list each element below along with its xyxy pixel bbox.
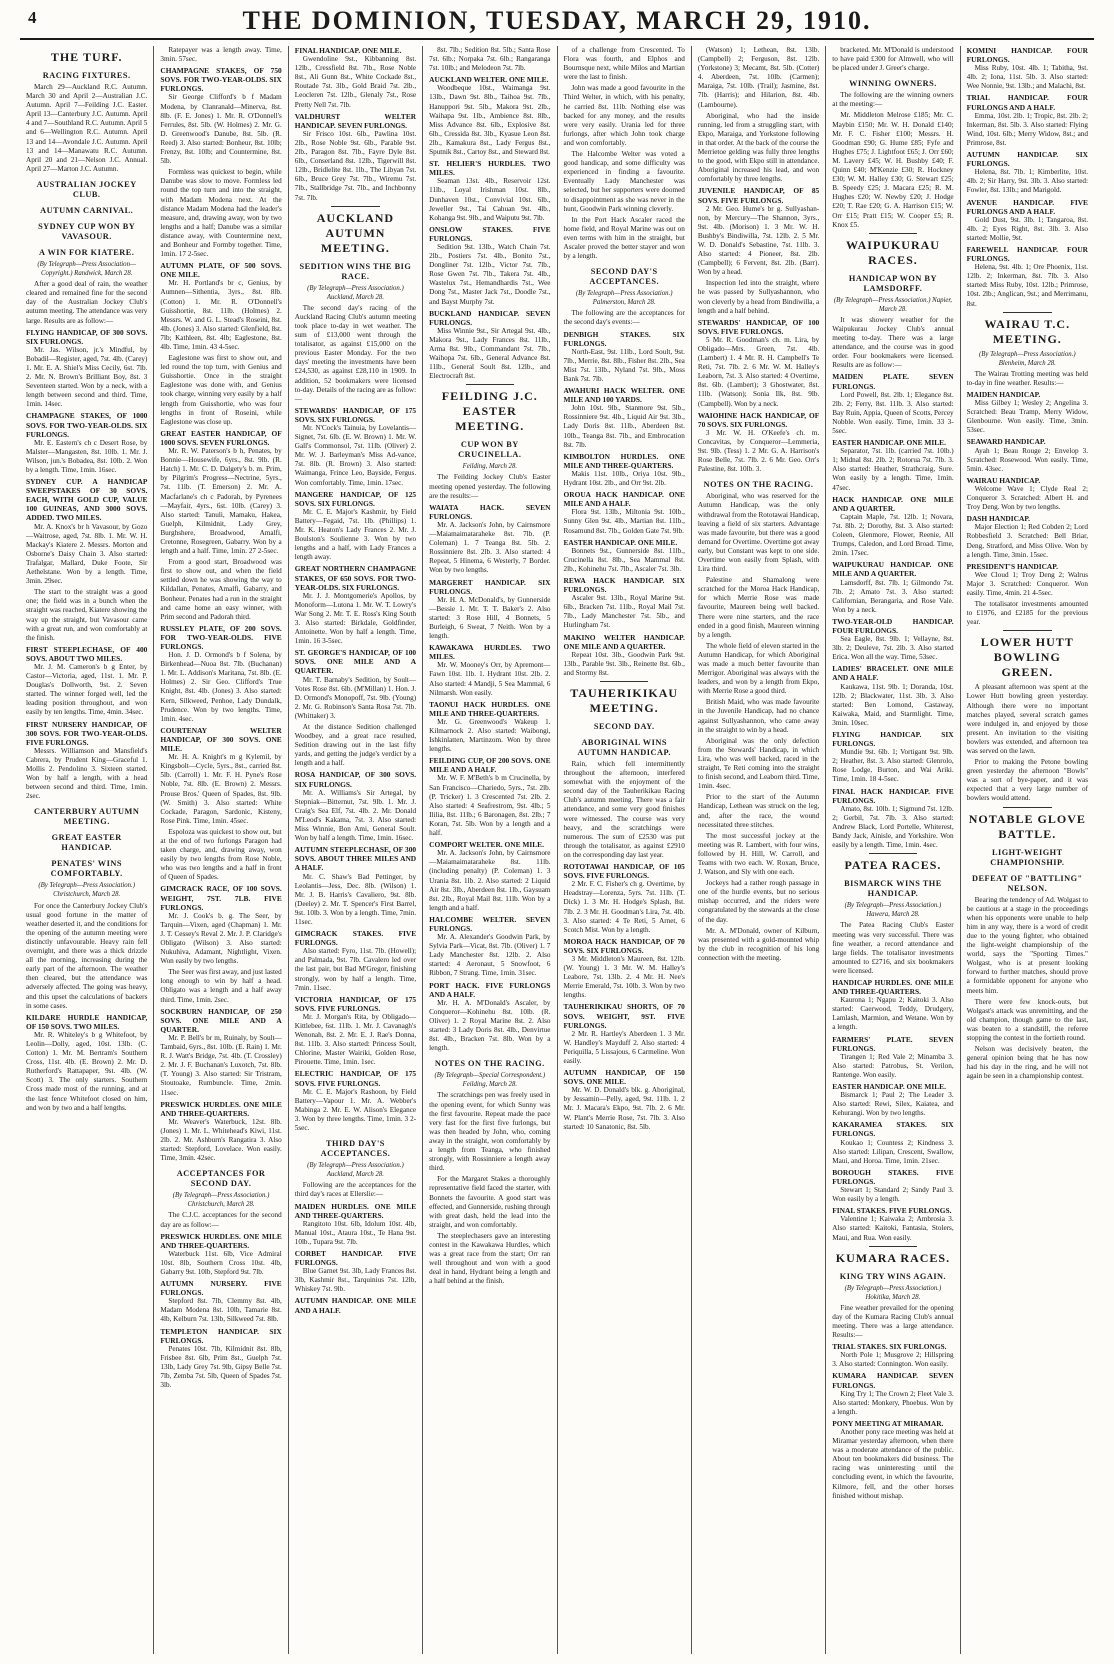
dateline: (By Telegraph—Press Association.) Palmerston, March 28. <box>575 290 673 307</box>
race-title: STEWARDS' HANDICAP, OF 175 SOVS. SIX FURLONGS. <box>294 405 417 424</box>
paragraph: 2 Mr. R. Hartley's Aberdeen 1. 3 Mr. W. Handley's Mayduff 2. Also started: 4 Periquilla, 5 Lissajous, 6 Carmeline. Won easily. <box>563 1029 685 1065</box>
section-heading: WAIRAU T.C. MEETING. <box>984 316 1071 346</box>
race-title: WAIRAU HANDICAP. <box>966 475 1041 485</box>
paper-title: THE DOMINION, TUESDAY, MARCH 29, 1910. <box>242 6 872 35</box>
race-title: LADIES' BRACELET. ONE MILE AND A HALF. <box>832 664 954 683</box>
paragraph: John was made a good favourite in the Third Welter, in which, with his penalty, he carried 8st. 11lb. Nothing else was backed for any money, and the results were very easily. Urania led for three furlongs, after which John took charge and won comfortably. <box>563 84 685 147</box>
race-title: STEWARDS' HANDICAP, OF 100 SOVS. FIVE FURLONGS. <box>697 317 820 336</box>
race-title: GREAT EASTER HANDICAP, OF 1000 SOVS. SEVEN FURLONGS. <box>160 428 282 447</box>
race-title: REWA HACK HANDICAP. SIX FURLONGS. <box>563 575 685 595</box>
column-3 <box>289 46 423 1654</box>
paragraph: Kaukawa, 11st. 9lb. 1; Doranda, 10st. 12lb. 2; Blackwater, 11st. 3lb. 3. Also started: Ben Lomond, Castaway, Kaiwaka, Maid, and Starmlight. Time, 3min. 10sec. <box>832 682 954 727</box>
race-title: MAKINO WELTER HANDICAP. ONE MILE AND A QUARTER. <box>563 632 685 651</box>
paragraph: Stepford 8st. 7lb, Clemmy 8st. 4lb, Madam Modena 8st. 10lb, Tamarie 8st. 4lb, Kelburn 7st. 13lb, Silkweed 7st. 8lb. <box>160 1297 282 1324</box>
paragraph: Mr. P. Bell's br m, Ruinaly, by Soult—Tambaid, 6yrs., 8st. 10lb. (E. Rain) 1. Mr. R. J. Watt's Bridge, 7st. 4lb. (T. Crossley) 2. Mr. J. F. Buchanan's Luxotch, 7st. 8lb. (T. Young) 3. Also started: Sir Tristram, Stoutoake, Rumbuncle. Time, 2min. 11sec. <box>160 1033 282 1097</box>
section-rule <box>1003 630 1052 631</box>
paragraph: Mr. J. M. Cameron's b g Enter, by Castor—Victoria, aged, 11st. 1. Mr. P. Douglas's Dollworth, 9st. 2. Seven started. The winner forged well, led the leading position throughout, and won easily by ten lengths. Time, 4min. 34sec. <box>26 662 148 717</box>
sub-heading: CUP WON BY CRUCINELLA. <box>458 440 522 460</box>
race-title: SEAWARD HANDICAP. <box>966 437 1046 447</box>
paragraph: Mr. C. E. Major's Rashoon, by Field Battery—Vapour 1. Mr. A. Webber's Mabinga 2. Mr. E. W. Alison's Elegance 3. Won by three lengths. Time, 1min. 3 2-5sec. <box>294 1087 417 1133</box>
columns <box>20 46 1094 1654</box>
column-2 <box>154 46 288 1654</box>
race-title: FIRST NURSERY HANDICAP, OF 300 SOVS. FOR TWO-YEAR-OLDS. FIVE FURLONGS. <box>26 719 148 747</box>
paragraph: Messrs. Williamson and Mansfield's Cabrera, by Prudent King—Graceful 1. Mollis 2. Pendolino 3. Sixteen started. Won by half a length, with a head between second and third. Time, 1min. 2sec. <box>26 746 148 801</box>
sub-heading: THIRD DAY'S ACCEPTANCES. <box>320 1139 391 1159</box>
paragraph: Bonnets 9st., Gunnerside 8st. 11lb., Crucinella 8st. 8lb., Sea Mammal 8st. 2lb., Kohinehu 7st. 7lb., Ascaler 7st. 3lb. <box>563 546 685 573</box>
paragraph: Mr. R. W. Paterson's b h, Penates, by Bonnie—Housewife, 6yrs., 8st. 9lb. (R. Hatch) 1. Mr. C. D. Dalgety's b. m. Prim, by Pilgrim's Progress—Nectrine, 5yrs., 7st. 11lb. (T. Emerson) 2. Mr. A. Macfarlane's ch c Padorah, by Pyrenees—Mayfair, 4yrs., 6st. 10lb. (Carey) 3. Also started: Tanuli, Mamaku, Hakea, Guelph, Kilmidnit, Lady Grey, Burghshere, Broadwood, Amalfi, Cretonne, Rosegreen, Gabarry. Won by a length and a half. Time, 1min. 27 2-5sec. <box>160 447 282 556</box>
paragraph: Koukao 1; Countess 2; Kindness 3. Also started: Lilipan, Crescent, Swallow, Maui, and Horoa. Time, 1min. 21sec. <box>832 1138 954 1165</box>
column-6 <box>692 46 826 1654</box>
paragraph: Major Election 1; Red Cobden 2; Lord Robbesfield 3. Scratched: Bell Briar, Deng, Stratford, and Miss Olive. Won by a length. Time, 3min. 15sec. <box>966 523 1088 559</box>
paragraph: Valentine 1; Kaiwaka 2; Ambrosia 3. Also started: Kaitoki, Fantasia, Stolers, Maui, and Rua. Won easily. <box>832 1215 954 1242</box>
paragraph: Mr. W. Mooney's Orr, by Apremont—Fawn 10st. 1lb. 1. Hydrant 10st. 2lb. 2. Also started: 4 Mandji, 5 Sea Mammal, 6 Nilmarsh. Won easily. <box>429 661 551 697</box>
paragraph: It was showery weather for the Waipukurau Jockey Club's annual meeting to-day. There was a large attendance, and the course was in good order. Four bookmakers were licensed. Results are as follow:— <box>832 315 954 370</box>
paragraph: British Maid, who was made favourite in the Juvenile Handicap, had no chance against Sullyashannon, who came away in the straight to win by a head. <box>697 698 820 734</box>
masthead <box>20 6 1094 40</box>
race-title: TEMPLETON HANDICAP. SIX FURLONGS. <box>160 1326 282 1345</box>
race-title: CHAMPAGNE STAKES, OF 1000 SOVS. FOR TWO-YEAR-OLDS. SIX FURLONGS. <box>26 411 148 439</box>
paragraph: North-East, 9st. 11lb., Lord Soult, 9st. 7lb., Merrie, 8st. 8lb., Fisher 8st. 2lb., Sea Mist 7st. 13lb., Nyland 7st. 9lb., Moss Bank 7st. 7lb. <box>563 347 685 383</box>
paragraph: The Wairau Trotting meeting was held to-day in fine weather. Results:— <box>966 369 1088 387</box>
race-title: DENBIGH STAKES. SIX FURLONGS. <box>563 329 685 348</box>
race-title: AUTUMN STEEPLECHASE, OF 300 SOVS. ABOUT THREE MILES AND A HALF. <box>294 845 417 873</box>
sub-heading: HANDICAP WON BY LAMSDORFF. <box>848 273 937 293</box>
section-heading: AUCKLAND AUTUMN MEETING. <box>316 210 395 255</box>
paragraph: Helena, 9st. 4lb. 1; Ore Phoenix, 11st. 12lb. 2; Inkerman, 8st. 7lb. 3. Also started: Miss Ruby, 10st. 12lb.; Primrose, 10st. 2lb.; Anglican, 9st.; and Merrimanu, 8st. <box>966 263 1088 308</box>
race-title: OROUA HACK HANDICAP. ONE MILE AND A HALF. <box>563 490 685 509</box>
paragraph: bracketed. Mr. M'Donald is understood to have paid £300 for Almwell, who will be placed under J. Greer's charge. <box>832 46 954 73</box>
paragraph: Mr. R. Whiteley's b g Whitefoot, by Leolin—Dolly, aged, 10st. 13lb. (C. Cotton) 1. Mr. M. Bertram's Southern Cross, 11st. 4lb. (E. Brown) 2. Mr. D. Rutherford's Rattapaper, 9st. 4lb. (W. Scott) 3. The only starters. Southern Cross made most of the running, and at the last fence Whitefoot closed on him, and won by two and a half lengths. <box>26 1030 148 1112</box>
race-title: ONSLOW STAKES. FIVE FURLONGS. <box>429 224 551 243</box>
sub-heading: SYDNEY CUP WON BY VAVASOUR. <box>38 221 136 241</box>
race-title: MARGERET HANDICAP. SIX FURLONGS. <box>429 577 551 596</box>
paragraph: Aboriginal, who was reserved for the Autumn Handicap, was the only withdrawal from the Rototawai Handicap, leaving a field of six starters. Advantage was made favourite, but there was a good demand for Overtime. Overtime got away early, but Constant was kept to one side. Overtime won easily from Splash, with Lira third. <box>697 492 820 574</box>
dateline: (By Telegraph—Press Association.) Christchurch, March 28. <box>172 1192 270 1209</box>
dateline: (By Telegraph—Press Association.) Auckland, March 28. <box>307 1162 404 1179</box>
race-title: GREAT NORTHERN CHAMPAGNE STAKES, OF 650 SOVS. FOR TWO-YEAR-OLDS. SIX FURLONGS. <box>294 564 417 592</box>
race-title: DASH HANDICAP. <box>966 514 1031 524</box>
section-rule <box>600 681 649 682</box>
paragraph: Palestine and Shamalong were scratched for the Moroa Hack Handicap, for which Merrie Rose was made favourite, Maureen being well backed. There were nine starters, and the race ended in a good finish, Maureen winning by a length. <box>697 576 820 639</box>
race-title: CHAMPAGNE STAKES, OF 750 SOVS. FOR TWO-YEAR-OLDS. SIX FURLONGS. <box>160 66 282 94</box>
section-heading: NOTABLE GLOVE BATTLE. <box>968 811 1086 841</box>
paragraph: John 10st. 9lb., Stanmore 9st. 5lb., Rossinniere 9st. 4lb., Liquid Air 9st. 3lb., Lady Doris 8st. 11lb., Aberdeen 8st. 10lb., Teanga 8st. 7lb., and Embrocation 8st. 7lb. <box>563 404 685 449</box>
paragraph: Jockeys had a rather rough passage in one of the hurdle events, but no serious mishap occurred, and the riders were congratulated by the stewards at the close of the day. <box>697 879 820 924</box>
paragraph: Makis 11st. 10lb., Oriya 10st. 9lb., Hydrant 10st. 2lb., and Orr 9st. 2lb. <box>563 469 685 488</box>
race-title: PRESWICK HURDLES. ONE MILE AND THREE-QUARTERS. <box>160 1099 282 1118</box>
paragraph: The Feilding Jockey Club's Easter meeting opened yesterday. The following are the results:— <box>429 473 551 500</box>
paragraph: The most successful jockey at the meeting was R. Lambert, with four wins, followed by H. Hill, W. Carroll, and Teams with two each. W. Roxan, Bruce, J. Watson, and Sly with one each. <box>697 831 820 877</box>
paragraph: The following are the acceptances for the second day's events:— <box>563 309 685 327</box>
paragraph: (Watson) 1; Lethean, 8st. 13lb. (Campbell) 2; Ferguson, 8st. 12lb. (Yorkstone) 3; Mecamt, 8st. 5lb. (Cotter) 4. Aberdeen, 7st. 10lb. (Carmen); Maraiga, 7st. 10lb. (Trail); Jasmine, 8st. 7lb. (Harris); and Hilarion, 8st. 4lb. (Lambourne). <box>697 46 820 109</box>
race-title: MAIDEN PLATE. SEVEN FURLONGS. <box>832 372 954 391</box>
paragraph: Waterbuck 11st. 6lb, Vice Admiral 10st. 8lb, Southern Cross 10st. 4lb, Gabarry 9st. 10lb, Stepford 9st. 7lb. <box>160 1249 282 1276</box>
race-title: COURTENAY WELTER HANDICAP, OF 300 SOVS. ONE MILE. <box>160 725 282 754</box>
race-title: ELECTRIC HANDICAP, OF 175 SOVS. FIVE FURLONGS. <box>294 1069 417 1088</box>
sub-heading: WINNING OWNERS. <box>849 79 937 89</box>
paragraph: Mr. N'Cock's Tainuia, by Lovelantis—Signet, 7st. 6lb. (E. W. Brown) 1. Mr. W. Gall's Commonsol, 7st. 11lb. (Oliver) 2. Mr. W. J. Barleyman's Miss Ad-vance, 7st. 8lb. (R. Brown) 3. Also started: Waimanga, Frince Leo, Bayside, Fergus. Won comfortably. Time, 1min. 17sec. <box>294 424 417 487</box>
section-heading: PATEA RACES. <box>844 858 942 873</box>
section-rule <box>869 233 918 234</box>
race-title: FINAL HANDICAP. ONE MILE. <box>294 46 402 55</box>
race-title: PONY MEETING AT MIRAMAR. <box>832 1418 944 1428</box>
race-title: HANDICAP HURDLES. ONE MILE AND THREE-QUARTERS. <box>832 977 954 997</box>
paragraph: Mr. C. Shaw's Bad Pettinger, by Leolantis—Jess, Dec. 8lb. (Wilson) 1. Mr. J. B. Harris's Cavaliero, 9st. 8lb. (Deeley) 2. Mr. T. Spencer's First Barrel, 9st. 10lb. 3. Won by a length. Time, 7min. 11sec. <box>294 872 417 926</box>
paragraph: Seaman 13st. 4lb., Reservoir 12st. 11lb., Loyal Irishman 10st. 8lb., Dunhaven 10st., Convivial 10st. 6lb., Jeweller 9st., Tai Cahuan 9st. 4lb., Kohanga 9st. 9lb., and Waiputu 9st. 7lb. <box>429 177 551 222</box>
race-title: RUSSLEY PLATE, OF 200 SOVS. FOR TWO-YEAR-OLDS. FIVE FURLONGS. <box>160 623 282 651</box>
section-rule <box>466 384 515 385</box>
paragraph: Flora 9st. 13lb., Miltonia 9st. 10lb., Sunny Glen 9st. 4lb., Martian 8st. 11lb., Rosamund 8st. 7lb., Golden Gate 7st. 9lb. <box>563 508 685 535</box>
sub-heading: A WIN FOR KIATERE. <box>39 247 135 257</box>
race-title: SYDNEY CUP. A HANDICAP SWEEPSTAKES OF 30 SOVS. EACH, WITH GOLD CUP, VALUE 100 GUINEAS, AND 3000 SOVS. ADDED. TWO MILES. <box>26 477 148 523</box>
sub-heading: ABORIGINAL WINS AUTUMN HANDICAP. <box>577 738 671 757</box>
race-title: WAIOHINE HACK HANDICAP, OF 70 SOVS. SIX FURLONGS. <box>697 410 820 429</box>
section-heading: LOWER HUTT BOWLING GREEN. <box>980 635 1074 680</box>
paragraph: The totalisator investments amounted to £1976, and £2185 for the previous year. <box>966 600 1088 627</box>
race-title: VALDHURST WELTER HANDICAP. SEVEN FURLONGS. <box>294 111 417 130</box>
race-title: VICTORIA HANDICAP, OF 175 SOVS. FIVE FURLONGS. <box>294 994 417 1013</box>
paragraph: Another pony race meeting was held at Miramar yesterday afternoon, when there was a moderate attendance of the public. About ten bookmakers did business. The racing was uninteresting until the concluding event, in which the favourite, Kilmore, fell, and the other horses finished without mishap. <box>832 1428 954 1500</box>
section-rule <box>869 1246 918 1247</box>
paragraph: Also started: Fyro, 11st. 7lb. (Howell); and Palmada, 9st. 7lb. Cavalero led over the last pair, but Bad M'Gregor, finishing strongly, won by half a length. Time, 7min. 11sec. <box>294 947 417 992</box>
paragraph: March 29—Auckland R.C. Autumn. March 30 and April 2—Australian J.C. Autumn. April 7—Feilding J.C. Easter. April 13—Canterbury J.C. Autumn. April 4 and 7—Southland R.C. Autumn. April 5 and 6—Wellington R.C. Autumn. April 13 and 14—Avondale J.C. Autumn. April 13 and 14—Manawatu R.C. Autumn. April 20 and 21—Nelson J.C. Annual. April 27—Marton J.C. Autumn. <box>26 83 148 173</box>
race-title: FINAL HACK HANDICAP. FIVE FURLONGS. <box>832 786 954 805</box>
race-title: ROSA HANDICAP, OF 300 SOVS. SIX FURLONGS. <box>294 770 417 789</box>
race-title: MANGERE HANDICAP, OF 125 SOVS. SIX FURLONGS. <box>294 489 417 508</box>
paragraph: Mr. J. Cook's b. g. The Seer, by Tarquin—Vixen, aged (Chapman) 1. Mr. J. T. Cessey's Reval 2. Mr. J. P. Claridge's Obligato (Wilson) 3. Also started: Nukuhiva, Adamant, Nightlight, Vixen. Won easily by two lengths. <box>160 911 282 966</box>
sub-heading: RACING FIXTURES. <box>42 71 131 80</box>
paragraph: Ratepayer was a length away. Time, 3min. 57sec. <box>160 46 282 64</box>
column-1 <box>20 46 154 1654</box>
paragraph: Sedition 9st. 13lb., Watch Chain 7st. 2lb., Postiers 7st. 4lb., Bonito 7st., Dongliner 7st. 12lb., Victor 7st. 7lb., Rose Gwen 7st. 7lb., Takera 7st. 4lb., Wastelux 7st., Hemandhardis 7st., Wee Dong 7st., Master Jack 7st., Doodle 7st., and Bayst Murphy 7st. <box>429 242 551 306</box>
race-title: HALCOMBE WELTER. SEVEN FURLONGS. <box>429 914 551 933</box>
sub-heading: PENATES' WINS COMFORTABLY. <box>50 859 123 879</box>
paragraph: Mr. G. Greenwood's Wakeup 1. Kilmarnock 2. Also started: Waibongi, Ishkinlatten, Martinzom. Won by three lengths. <box>429 717 551 754</box>
column-8 <box>961 46 1094 1654</box>
paragraph: 5 Mr. R. Goodman's ch. m. Lira, by Obligado—Mrs. Green, 7st. 4lb. (Lambert) 1. 4 Mr. R. H. Campbell's Te Reti, 7st. 7lb. 2. 6 Mr. W. M. Halley's Leaborn, 7st. 3. Also started: 4 Overtime, 8st. 6lb. (Lambert); 3 Ghostwater, 8st. 11lb. (Watson); Sonia Ilk, 8st. 9lb. (Campbell). Won by a neck. <box>697 335 820 408</box>
paragraph: Bismarck 1; Paul 2; The Leader 3. Also started: Rewi, Silex, Kaiatea, and Kehurangi. Won by two lengths. <box>832 1091 954 1118</box>
paragraph: Rain, which fell intermittently throughout the afternoon, interfered somewhat with the enjoyment of the second day of the Tauherikikau Racing Club's autumn meeting. There was a fair attendance, and some very good finishes were witnessed. The course was very heavy, and the scratchings were numerous. The sum of £2530 was put through the totalisator, as against £2910 on the corresponding day last year. <box>563 760 685 859</box>
paragraph: Mr. A. Jackson's John, by Cairnsmore—Maiamaimataraheke 8st. 11lb. (including penalty) (P. Coleman) 1. 3 Urania 8st. 1lb. 2. Also started: 2 Liquid Air 8st. 3lb., Aberdeen 8st. 1lb., Gaysuam 8st. 2lb., Royal Mail 8st. 11lb. Won by a length and a half. <box>429 849 551 912</box>
race-title: JUVENILE HANDICAP, OF 85 SOVS. FIVE FURLONGS. <box>697 186 820 205</box>
paragraph: The Patea Racing Club's Easter meeting was very successful. There was fine weather, a record attendance and large fields. The totalisator investments amounted to £2716, and six bookmakers were licensed. <box>832 921 954 975</box>
sub-heading: CANTERBURY AUTUMN MEETING. <box>33 807 140 827</box>
paragraph: Tirangen 1; Red Vale 2; Minamba 3. Also started: Patrobus, St. Verilon, Rantenge. Won easily. <box>832 1052 954 1079</box>
paragraph: Ascaler 9st. 13lb., Royal Marine 9st. 6lb., Bracken 7st. 11lb., Royal Mail 7st. 7lb., Lady Manchester 7st. 5lb., and Hurlingham 7st. <box>563 594 685 630</box>
section-rule <box>1003 312 1052 313</box>
paragraph: Rangitoto 10st. 6lb, Idolum 10st. 4lb, Manual 10st., Ataura 10st., Te Hana 9st. 10lb., Tupara 9st. 7lb. <box>294 1219 417 1246</box>
race-title: MAIDEN HURDLES. ONE MILE AND THREE-QUARTERS. <box>294 1201 417 1220</box>
paragraph: Mr. T. Barnaby's Sedition, by Soult—Votes Rose 8st. 6lb. (M'Millan) 1. Hon. J. D. Ormond's Monopoff, 7st. 9lb. (Young) 2. Mr. G. Robinson's Santa Rosa 7st. 7lb. (Whittaker) 3. <box>294 675 417 720</box>
paragraph: Nelson was decisively beaten, the general opinion being that he has now had his day in the ring, and he will not again be seen in a championship contest. <box>966 1045 1088 1081</box>
dateline: Feilding, March 28. <box>462 463 518 471</box>
paragraph: For once the Canterbury Jockey Club's usual good fortune in the matter of weather deserted it, and the conditions for the opening of the autumn meeting were distinctly unfavourable. Heavy rain fell overnight, and there was a thick drizzle all the morning, increasing during the early part of the afternoon. The weather then cleared, but the attendance was adversely affected. The going was heavy, and this upset the calculations of backers in some cases. <box>26 901 148 1010</box>
paragraph: Gwendoline 9st., Kibbanning 8st. 12lb., Cressfield 8st. 7lb., Rose Noble 8st., Ali Gunn 8st., White Cockade 8st., Routade 7st. 3lb., Gold Braid 7st. 2lb., Leocleren 7st. 12lb., Glenaly 7st., Rose Pretty Nell 7st. 7lb. <box>294 55 417 109</box>
race-title: PRESIDENT'S HANDICAP. <box>966 561 1058 571</box>
race-title: AUTUMN PLATE, OF 500 SOVS. ONE MILE. <box>160 261 282 280</box>
section-heading: FEILDING J.C. EASTER MEETING. <box>441 389 538 434</box>
paragraph: Formless was quickest to begin, while Danube was slow to move. Formless led round the top turn and into the straight, with Madam Modena next. At the distance Madam Modena had the leader's measure, and, drawing away, won by two lengths and a half; Danube was a similar distance away, with Countermine next, and Bonheur and Formby together. Time, 1min. 17 2-5sec. <box>160 168 282 259</box>
race-title: TAONUI HACK HURDLES. ONE MILE AND THREE-QUARTERS. <box>429 699 551 718</box>
paragraph: Penates 10st. 7lb, Kilmidnit 8st. 8lb, Frisbee 8st. 6lb, Prim 8st., Guelph 7st. 13lb, Lady Grey 7st. 9lb, Gipsy Belle 7st. 7lb, Zemba 7st. 5lb, Queen of Spades 7st. 3lb. <box>160 1344 282 1390</box>
paragraph: Miss Ruby, 10st. 4lb. 1; Tabitha, 9st. 4lb. 2; Iona, 11st. 5lb. 3. Also started: Wee Nonnie, 9st. 13lb.; and Malachi, 8st. <box>966 64 1088 91</box>
sub-heading: ACCEPTANCES FOR SECOND DAY. <box>176 1169 266 1189</box>
race-title: FLYING HANDICAP. SIX FURLONGS. <box>832 730 954 749</box>
race-title: TRIAL STAKES. SIX FURLONGS. <box>832 1342 947 1352</box>
race-title: BUCKLAND HANDICAP. SEVEN FURLONGS. <box>429 308 551 327</box>
paragraph: Mundie 9st. 6lb. 1; Vortigant 9st. 9lb. 2; Heather, 8st. 3. Also started: Glenrolo, Rose Lodge, Burton, and Wai Ariki. Time, 1min. 18 4-5sec. <box>832 748 954 784</box>
paragraph: Wee Cloud 1; Troy Deng 2; Walrus Major 3. Scratched: Conqueror. Won easily. Time, 4min. 21 4-5sec. <box>966 570 1088 597</box>
dateline: (By Telegraph—Press Association.) Blenheim, March 28. <box>979 350 1076 367</box>
paragraph: 3 Mr. W. H. O'Keefe's ch. m. Concavitas, by Conqueror—Lemmeria, 9st. 9lb. (Tess) 1. 2 Mr. G. A. Harrison's Rose Belle, 7st. 7lb. 2. 6 Mr. Geo. Orr's Palestine, 8st. 10lb. 3. <box>697 428 820 474</box>
dateline: (By Telegraph—Press Association.) Hawera, March 28. <box>844 902 942 919</box>
paragraph: The steeplechasers gave an interesting contest in the Kawakawa Hurdles, which was a great race from the start; Orr ran well throughout and won with a good deal in hand, Hydrant being a length and a half behind at the finish. <box>429 1231 551 1286</box>
race-title: KAKARAMEA STAKES. SIX FURLONGS. <box>832 1120 954 1139</box>
paragraph: There were few knock-outs, but Wolgast's attack was unremitting, and the old champion, though game to the last, was beaten to a standstill, the referee stopping the contest in the fortieth round. <box>966 997 1088 1042</box>
paragraph: Miss Winnie 9st., Sir Artegal 9st. 4lb., Makora 9st., Lady Frances 8st. 11lb., Arma 8st. 9lb., Commandant 7st. 7lb., Waihopa 7st. 6lb., General Advance 8st. 11lb., General Soult 8st. 12lb., and Electrocraft 8st. <box>429 326 551 381</box>
paragraph: Prior to making the Petone bowling green yesterday the afternoon "Bowls" was a sort of bye-paper, and it was expected that a very large number of bowlers would attend. <box>966 758 1088 803</box>
page-number: 4 <box>28 8 37 27</box>
paragraph: Woodbeque 10st., Waimanga 9st. 13lb., Dawn 9st. 8lb., Taihoa 9st. 7lb., Hanuppori 9st. 5lb., Makora 9st. 2lb., Waihapa 9st. 1lb., Ambience 8st. 8lb., Miss Advance 8st. 6lb., Explosive 8st. 6lb., Cressida 8st. 3lb., Kyasue Leon 8st. 2lb., Kamakura 8st., Lady Fergus 8st., Sputnik 8st., Cartoy 8st., and Steward 8st. <box>429 84 551 157</box>
race-title: ST. GEORGE'S HANDICAP, OF 100 SOVS. ONE MILE AND A QUARTER. <box>294 648 417 676</box>
race-title: CORBET HANDICAP. FIVE FURLONGS. <box>294 1248 417 1268</box>
dateline: (By Telegraph—Special Correspondent.) Feilding, March 28. <box>434 1072 546 1089</box>
paragraph: After a good deal of rain, the weather cleared and remained fine for the second day of the Australian Jockey Club's autumn meeting. The attendance was very large. Results are as follow:— <box>26 280 148 325</box>
paragraph: Mr. A. Alexander's Goodwin Park, by Sylvia Park—Vicat, 8st. 7lb. (Oliver) 1. 7 Lady Manchester 8st. 12lb. 2. Also started: 4 Aeronaut, 5 Snowfoot, 6 Ribbon, 7 Strang. Time, 1min. 31sec. <box>429 933 551 978</box>
race-title: AUCKLAND WELTER. ONE MILE. <box>429 75 549 85</box>
paragraph: The start to the straight was a good one; the field was in a bunch when the straight was reached, Kiatere showing the way up the straight, but Vavasour came with a great run, and won comfortably at the finish. <box>26 588 148 642</box>
dateline: (By Telegraph—Press Association.) Auckland, March 28. <box>307 284 404 301</box>
paragraph: At the distance Sedition challenged Woodbey, and a great race resulted, Sedition drawing out in the last fifty yards, and getting the judge's verdict by a length and a half. <box>294 723 417 768</box>
race-title: FINAL STAKES. FIVE FURLONGS. <box>832 1206 952 1216</box>
paragraph: Lamsdorff, 8st. 7lb. 1; Gilmondo 7st. 7lb. 2; Amato 7st. 3. Also started: Californian, Berangaria, and Rose Vale. Won by a neck. <box>832 578 954 614</box>
paragraph: Miss Gilbey 1; Wesley 2; Angelina 3. Scratched: Beau Tramp, Merry Widow, Glenbourne. Won easily. Time, 3min. 53sec. <box>966 399 1088 435</box>
race-title: MAIDEN HANDICAP. <box>966 390 1041 399</box>
paragraph: Mr. J. Morgan's Rita, by Obligado—Kittlebee, 6st. 11lb. 1. Mr. J. Cavanagh's Wenonah, 8st. 2. Mr. E. J. Rae's Donna, 8st. 11lb. 3. Also started: Princess Soult, Chlorine, Master Wairiki, Golden Rose, Pirouette. Time, 1min. 1sec. <box>294 1012 417 1067</box>
race-title: KOMINI HANDICAP. FOUR FURLONGS. <box>966 46 1088 65</box>
race-title: EASTER HANDICAP. ONE MILE. <box>832 1082 946 1091</box>
race-title: BOROUGH STAKES. FIVE FURLONGS. <box>832 1167 954 1186</box>
paragraph: Blue Garnet 9st. 3lb, Lady Frances 8st. 3lb, Kashmir 8st., Tarquinius 7st. 12lb, Whiskey 7st. 9lb. <box>294 1267 417 1294</box>
race-title: COMPORT WELTER. ONE MILE. <box>429 840 544 850</box>
paragraph: Mr. H. A. McDonald's, by Gunnerside—Bessie 1. Mr. T. T. Baker's 2. Also started: 3 Rose Hill, 4 Bonnets, 5 Burleigh, 6 Sweat, 7 Neith. Won by a length. <box>429 595 551 641</box>
paragraph: Mr. E. Eastern's ch c Desert Rose, by Malster—Mangasten, 8st. 10lb. 1. Mr. J. Wilson, jun.'s Bobadea, 8st. 10lb. 2. Won by a length. Time, 1min. 16sec. <box>26 438 148 474</box>
paragraph: Gold Dust, 9st. 3lb. 1; Tangaroa, 8st. 4lb. 2; Eyes Right, 8st. 3lb. 3. Also started: Mollie, 9st. <box>966 215 1088 242</box>
section-heading: KUMARA RACES. <box>835 1250 951 1265</box>
column-4 <box>423 46 557 1654</box>
paragraph: Mr. Middleton Melrose £185; Mr. C. Maybin £150; Mr. W. H. Donald £140; Mr. F. C. Fisher £100; Messrs. H. Goodman £90; G. Hume £85; Fyfe and Hughes £75; J. Lightfoot £65; J. Orr £60; M. Lavery £45; W. H. Bushby £40; F. Quinn £40; M'Kenzie £30; R. Hockney £30; W. M. Halley £30; G. Stewart £25; B. Speedy £25; J. Macara £25; R. M. Hughes £20; W. Newby £20; J. Hodge £20; T. Rae £20; G. A. Harrison £15; W. Orr £15; Pratt £15; W. Cooper £5; R. Knox £5. <box>832 111 954 229</box>
sub-heading: AUTUMN CARNIVAL. <box>40 205 134 215</box>
dateline: (By Telegraph—Press Association.) Hokitika, March 28. <box>844 1284 942 1301</box>
paragraph: The scratchings pen was freely used in the opening event, for which Sunny was the first favourite. Repeat made the pace very fast for the first five furlongs, but was then headed by John, who, coming away in the straight, won comfortably by a length from Teanga, who finished strongly, with Rossinniere a length away third. <box>429 1091 551 1173</box>
race-title: FARMERS' PLATE. SEVEN FURLONGS. <box>832 1034 954 1053</box>
paragraph: Aboriginal was the only defection from the Stewards' Handicap, in which Lira, who was well backed, raced in the straight, Te Reti coming into the straight to finish second, and Leaborn third. Time, 1min. 4sec. <box>697 736 820 791</box>
race-title: FLYING HANDICAP, OF 300 SOVS. SIX FURLONGS. <box>26 327 148 346</box>
paragraph: Mr. A. Knox's br h Vavasour, by Gozo—Waitrose, aged, 7st. 8lb. 1. Mr. W. H. Mackay's Kiatere 2. Messrs. Morton and Osborne's Daisy Chain 3. Also started: Trafalgar, Mallard, Duke Foote, Sir Aethelstane. Won by a length. Time, 3min. 29sec. <box>26 522 148 586</box>
section-heading: THE TURF. <box>50 50 123 64</box>
paragraph: For the Margaret Stakes a thoroughly representative field faced the starter, with Bonnets the favourite. A good start was effected, and Gunnerside, rushing through with great dash, held the lead into the straight, and won comfortably. <box>429 1175 551 1229</box>
paragraph: Hon. J. D. Ormond's b f Solena, by Birkenhead—Nuoa 8st. 7lb. (Buchanan) 1. Mr. L. Addison's Maritana, 7st. 8lb. (E. Holmes) 2. Sir Geo. Clifford's True Knight, 8st. 4lb. (Jones) 3. Also started: Kern, Silkweed, Penhoe, Lady Dundalk, Prudence. Won by two lengths. Time, 1min. 4sec. <box>160 651 282 723</box>
paragraph: Mr. W. D. Donald's blk. g. Aboriginal, by Jessamin—Pelly, aged, 9st. 11lb. 1. 2 Mr. J. Macara's Ekpo, 9st. 7lb. 2. 6 Mr. W. Plant's Merrie Rose, 7st. 7lb. 3. Also started: 10 Sanatonic, 8st. 5lb. <box>563 1086 685 1131</box>
race-title: TRIAL HANDICAP. FOUR FURLONGS AND A HALF. <box>966 93 1088 112</box>
paragraph: Repeat 10st. 3lb., Goodwin Park 9st. 13lb., Parable 9st. 3lb., Reinette 8st. 6lb., and Stormy 8st. <box>563 650 685 677</box>
paragraph: North Pole 1; Musgrove 2; Hillspring 3. Also started: Connington. Won easily. <box>832 1351 954 1369</box>
race-title: FIRST STEEPLECHASE, OF 400 SOVS. ABOUT TWO MILES. <box>26 644 148 663</box>
dateline: (By Telegraph—Press Association.) Napier, March 28. <box>833 296 952 313</box>
paragraph: 2 Mr. F. C. Fisher's ch g. Overtime, by Headstray—Lorenza, 5yrs. 7st. 11lb. (T. Dick) 1. 3 Mr. H. Hodge's Splash, 8st. 7lb. 2. 3 Mr. H. Goodman's Lira, 7st. 4lb. 3. Also started: 4 Te Reti, 5 Arnet, 6 Scotch Mist. Won by a length. <box>563 880 685 934</box>
race-title: AUTUMN HANDICAP, OF 150 SOVS. ONE MILE. <box>563 1068 685 1087</box>
paragraph: Emma, 10st. 2lb. 1; Tropic, 8st. 2lb. 2; Inkerman, 8st. 5lb. 3. Also started: Flying Wind, 10st. 6lb.; Merry Widow, 8st.; and Primrose, 8st. <box>966 111 1088 147</box>
paragraph: In the Port Hack Ascaler raced the home field, and Royal Marine was out on even terms with him in the straight, but Ascaler proved the better stayer and won by a length. <box>563 215 685 261</box>
section-rule <box>331 206 380 207</box>
paragraph: King Try 1; The Crown 2; Fleet Vale 3. Also started: Monkery, Phoebus. Won by a length. <box>832 1389 954 1416</box>
paragraph: 3 Mr. Middleton's Maureen, 8st. 12lb. (W. Young) 1. 3 Mr. W. M. Halley's Leabore, 7st. 13lb. 2. 4 Mr. H. Nee's Merrie Emerald, 7st. 10lb. 3. Won by two lengths. <box>563 954 685 1000</box>
paragraph: 2 Mr. Geo. Hume's br g. Sullyashan-non, by Mercury—The Shannon, 3yrs., 9st. 4lb. (Morison) 1. 3 Mr. W. H. Bushby's Bindiwilla, 7st. 12lb. 2. 5 Mr. W. D. Donald's Sebastine, 7st. 11lb. 3. Also started: 4 Pioneer, 8st. 2lb. (Campbell); 6 Fervent, 8st. 2lb. (Barr). Won by a head. <box>697 204 820 277</box>
paragraph: Inspection led into the straight, where he was passed by Sullyashannon, who won cleverly by a head from Bindiwilla, a length and a half behind. <box>697 279 820 315</box>
paragraph: Helena, 8st. 7lb. 1; Kimberlite, 10st. 4lb. 2; Sir Harry, 9st. 3lb. 3. Also started: Fowler, 8st. 13lb.; and Marigold. <box>966 168 1088 195</box>
paragraph: Sea Eagle, 8st. 9lb. 1; Vellayne, 8st. 3lb. 2; Deuleve, 7st. 2lb. 3. Also started Erica. Won all the way. Time, 53sec. <box>832 635 954 662</box>
paragraph: Following are the acceptances for the third day's races at Ellerslie:— <box>294 1181 417 1199</box>
sub-heading: AUSTRALIAN JOCKEY CLUB. <box>36 179 137 199</box>
paragraph: Kaurona 1; Ngapu 2; Kaitoki 3. Also started: Caerwood, Teddy, Drudgery, Lamlash, Marmion, and Wetane. Won by a length. <box>832 996 954 1032</box>
paragraph: Aboriginal, who had the inside running, led from a struggling start, with Ekpo, Maraiga, and Yorkstone following in that order. At the back of the course the Merrietoe gelding was fully three lengths to the good, with Ekpo still in attendance. Aboriginal increased his lead, and won comfortably by three lengths. <box>697 111 820 184</box>
race-title: MOROA HACK HANDICAP, OF 70 SOVS. SIX FURLONGS. <box>563 936 685 955</box>
race-title: GIMCRACK STAKES. FIVE FURLONGS. <box>294 929 417 948</box>
sub-heading: SECOND DAY'S ACCEPTANCES. <box>589 267 660 287</box>
paragraph: From a good start, Broadwood was first to show out, and when the field settled down he was showing the way to Kildallan, Penates, Amalfi, Gabarry, and Bonheur. Penates had a run in the straight and came home an easy winner, with Prim second and Padorah third. <box>160 558 282 621</box>
race-title: PORT HACK. FIVE FURLONGS AND A HALF. <box>429 980 551 999</box>
paragraph: Captain Maple, 7st. 12lb. 1; Novara, 7st. 8lb. 2; Dorothy, 8st. 3. Also started: Coleen, Glenmore, Flower, Reenie, All Trumps, Caledon, and Lord Broad. Time, 2min. 17sec. <box>832 512 954 558</box>
race-title: ST. HELIER'S HURDLES. TWO MILES. <box>429 159 551 178</box>
paragraph: The whole field of eleven started in the Autumn Handicap, for which Aboriginal was made a much better favourite than Merrigor. Aboriginal was always with the leaders, and won by a length from Ekpo, with Merrie Rose a good third. <box>697 641 820 696</box>
paragraph: The Halcombe Welter was voted a good handicap, and some difficulty was experienced in finding a favourite. Eventually Lady Manchester was selected, but her supporters were doomed to disappointment as she was never in the hunt, Goodwin Park winning cleverly. <box>563 150 685 213</box>
race-title: AUTUMN NURSERY. FIVE FURLONGS. <box>160 1279 282 1298</box>
race-title: FEILDING CUP, OF 200 SOVS. ONE MILE AND A HALF. <box>429 756 551 775</box>
race-title: KUMARA HANDICAP. SEVEN FURLONGS. <box>832 1371 954 1390</box>
dateline: (By Telegraph—Press Association.) Christchurch, March 28. <box>38 882 135 899</box>
section-rule <box>869 853 918 854</box>
paragraph: Mr. C. E. Major's Kashmir, by Field Battery—Fegaid, 7st. 1lb. (Phillips) 1. Mr. K. Heaton's Lady Frances 2. Mr. J. Boulston's Soulienne 3. Won by two lengths and a half, with Lady Frances a length away. <box>294 507 417 562</box>
paragraph: Mr. H. A. M'Donald's Ascaler, by Conqueror—Kohinehu 8st. 10lb. (R. Oliver) 1. 2 Royal Marine 8st. 2. Also started: 3 Lady Doris 8st. 4lb., Denvirtue 8st. 4lb., Bracken 7st. 8lb. Won by a length. <box>429 998 551 1053</box>
paragraph: 8st. 7lb.; Sedition 8st. 5lb.; Santa Rose 7st. 6lb.; Norpaka 7st. 6lb.; Rangaranga 7st. 10lb.; and Melodeon 7st. 7lb. <box>429 46 551 73</box>
race-title: WAIATA HACK. SEVEN FURLONGS. <box>429 502 551 521</box>
race-title: AVENUE HANDICAP. FIVE FURLONGS AND A HALF. <box>966 197 1088 216</box>
race-title: KAWAKAWA HURDLES. TWO MILES. <box>429 643 551 662</box>
race-title: EASTER HANDICAP. ONE MILE. <box>832 438 946 448</box>
column-7 <box>826 46 960 1654</box>
sub-heading: BISMARCK WINS THE HANDICAP. <box>844 879 942 899</box>
sub-heading: GREAT EASTER HANDICAP. <box>51 833 122 853</box>
section-heading: WAIPUKURAU RACES. <box>845 237 940 267</box>
race-title: PRESWICK HURDLES. ONE MILE AND THREE-QUARTERS. <box>160 1231 282 1250</box>
race-title: HACK HANDICAP. ONE MILE AND A QUARTER. <box>832 494 954 513</box>
paragraph: Mr. H. A. Knight's m g Kylemil, by Kingsbolt—Cycle, 5yrs., 8st., carried 8st. 5lb. (Carroll) 1. Mr. F. H. Pyne's Rose Noble, 7st. 8lb. (E. Brown) 2. Messrs. Prouse Bros.' Queen of Spades, 8st. 9lb. (W. Smith) 3. Also started: White Cockade, Paragon, Sardonic, Kisteny, Rose Pink. Time, 1min. 45sec. <box>160 753 282 825</box>
paragraph: Mr. W. F. M'Beth's b m Crucinella, by San Francisco—Chariedo, 5yrs., 7st. 2lb. (P. Tricker) 1. 3 Crescented 7st. 2lb. 2. Also started: 4 Seafrestrom, 9st. 4lb.; 5 Ililia, 8st. 11lb.; 6 Baronagen, 8st. 2lb.; 7 Koran, 7st. 5lb. Won by a length and a half. <box>429 774 551 838</box>
paragraph: Ayah 1; Beau Rouge 2; Envelop 3. Scratched: Rosewood. Won easily. Time, 5min. 43sec. <box>966 446 1088 473</box>
paragraph: Stewart 1; Standard 2; Sandy Paul 3. Won easily by a length. <box>832 1186 954 1204</box>
race-title: WAIPUKURAU HANDICAP. ONE MILE AND A QUARTER. <box>832 560 954 579</box>
race-title: TWO-YEAR-OLD HANDICAP. FOUR FURLONGS. <box>832 616 954 635</box>
paragraph: Mr. H. Portland's br c, Genius, by Aumnen—Sithentia, 3yrs., 8st. 8lb. (Cotton) 1. Mr. R. O'Donnell's Guisshortie, 8st. 11lb. (Holmes) 2. Messrs. W. and G. L. Stead's Roseini, 8st. 4lb. (Jones) 3. Also started: Glenfield, 8st. 7lb; Kathleen, 8st. 4lb; Eaglestone, 8st. 4lb. Time, 1min. 43 4-5sec. <box>160 279 282 351</box>
sub-heading: NOTES ON THE RACING. <box>703 480 814 490</box>
sub-heading: SEDITION WINS THE BIG RACE. <box>299 261 412 281</box>
paragraph: The C.J.C. acceptances for the second day are as follow:— <box>160 1211 282 1229</box>
sub-heading: LIGHT-WEIGHT CHAMPIONSHIP. <box>990 847 1065 867</box>
paragraph: Prior to the start of the Autumn Handicap, Lethean was struck on the leg, and, after the race, the wound necessitated three stitches. <box>697 793 820 829</box>
sub-heading: DEFEAT OF "BATTLING" NELSON. <box>971 873 1083 893</box>
race-title: ROTOTAWAI HANDICAP, OF 105 SOVS. FIVE FURLONGS. <box>563 862 685 881</box>
sub-heading: SECOND DAY. <box>593 722 655 731</box>
sub-heading: NOTES ON THE RACING. <box>434 1059 545 1069</box>
paragraph: Sir Frisco 10st. 6lb., Pawlina 10st. 2lb., Rose Noble 9st. 6lb., Parable 9st. 2lb., Paragon 8st. 7lb., Fayre Dyle 8st. 6lb., Conserland 8st. 12lb., Tigerwill 8st. 12lb., Bridlelite 8st. 1lb., The Libyan 7st. 6lb., Bruce Grey 7st. 7lb., Wiremu 7st. 7lb., Stallbridge 7st. 7lb., and Inchbonny 7st. 7lb. <box>294 129 417 202</box>
paragraph: Amato, 8st. 10lb. 1; Sigmund 7st. 12lb. 2; Gerbil, 7st. 7lb. 3. Also started: Andrew Black, Lord Portelle, Whiterest, Bandy Jack, Ainisle, and Yorkshire. Won easily by a length. Time, 1min. 4sec. <box>832 804 954 850</box>
paragraph: Mr. A. M'Donald, owner of Kilburn, was presented with a gold-mounted whip by the club in recognition of his long connection with the meeting. <box>697 926 820 962</box>
paragraph: Mr. J. J. Montgomerie's Apollos, by Monoform—Lutona 1. Mr. W. T. Lowry's War Song 2. Mr. T. E. Ross's King South 3. Also started: Birkdale, Goldfinder, Antoinette. Won by half a length. Time, 1min. 16 3-5sec. <box>294 591 417 646</box>
column-5 <box>558 46 692 1654</box>
race-title: TAUHERIKIKAU SHORTS, OF 70 SOVS. WEIGHT, 9ST. FIVE FURLONGS. <box>563 1002 685 1030</box>
paragraph: A pleasant afternoon was spent at the Lower Hutt bowling green yesterday. Although there were no important matches played, several scratch games were indulged in, and enjoyed by those present. An invitation to the visiting bowlers was extended, and afternoon tea was served on the lawn. <box>966 683 1088 755</box>
paragraph: Sir George Clifford's b f Madam Modena, by Clanranald—Minerva, 8st. 8lb. (F. E. Jones) 1. Mr. R. O'Donnell's Ferrules, 8st. 5lb. (W. Holmes) 2. Mr. G. D. Greenwood's Danube, 8st. 5lb. (R. Reed) 3. Also started: Bonheur, 8st. 10lb; Frenzy, 8st. 10lb; and Countermine, 8st. 5lb. <box>160 93 282 166</box>
paragraph: Welcome Wave 1; Clyde Real 2; Conqueror 3. Scratched: Albert H. and Troy Deng. Won by two lengths. <box>966 484 1088 512</box>
race-title: AWAHURI HACK WELTER. ONE MILE AND 100 YARDS. <box>563 386 685 405</box>
race-title: KILDARE HURDLE HANDICAP, OF 150 SOVS. TWO MILES. <box>26 1012 148 1031</box>
race-title: SOCKBURN HANDICAP, OF 250 SOVS. ONE MILE AND A QUARTER. <box>160 1006 282 1034</box>
race-title: AUTUMN HANDICAP. SIX FURLONGS. <box>966 150 1088 169</box>
paragraph: of a challenge from Crescented. To Flora was fourth, and Elphos and Bournsque next, while Milos and Martian were the last to finish. <box>563 46 685 82</box>
race-title: FAREWELL HANDICAP. FOUR FURLONGS. <box>966 244 1088 264</box>
paragraph: Espoloza was quickest to show out, but at the end of two furlongs Paragon had taken charge, and, drawing away, won easily by two lengths from Rose Noble, who was two lengths and a half in front of Queen of Spades. <box>160 827 282 882</box>
paragraph: The following are the winning owners at the meeting:— <box>832 91 954 109</box>
paragraph: Fine weather prevailed for the opening day of the Kumara Racing Club's annual meeting. There was a large attendance. Results:— <box>832 1303 954 1340</box>
race-title: GIMCRACK RACE, OF 100 SOVS. WEIGHT, 7ST. 7LB. FIVE FURLONGS. <box>160 884 282 912</box>
paragraph: Mr. A. Jackson's John, by Cairnsmore—Maiamaimataraheke 8st. 7lb. (P. Coleman) 1. 7 Teanga 8st. 5lb. 2. Rossinniere 8st. 2lb. 3. Also started: 4 Repeat, 5 Hinema, 6 Westerly, 7 Border. Won by two lengths. <box>429 520 551 575</box>
race-title: KIMBOLTON HURDLES. ONE MILE AND THREE-QUARTERS. <box>563 451 685 470</box>
paragraph: Mr. Jas. Wilson, jr.'s Mindful, by Bobadil—Register, aged, 7st. 4lb. (Carey) 1. Mr. E. A. Shiel's Miss Cecily, 6st. 7lb. 2. Mr. N. Brown's Brilliant Boy, 8st. 3 Seventeen started. Won by a neck, with a length between second and third. Time, 1min. 14sec. <box>26 345 148 409</box>
paragraph: Lord Powell, 8st. 2lb. 1; Elegance 8st. 2lb. 2; Ferry, 8st. 11lb. 3. Also started: Bay Ruin, Appia, Queen of Scotts, Percey Nobble. Won easily. Time, 1min. 33 3-5sec. <box>832 390 954 435</box>
paragraph: The second day's racing of the Auckland Racing Club's autumn meeting took place to-day in wet weather. The sum of £13,000 went through the totalisator, as against £15,000 on the previous Easter Monday. For the two days' meeting the investments have been £24,530, as against £28,110 in 1909. In addition, 52 bookmakers were licensed to-day. Details of the racing are as follow:— <box>294 303 417 403</box>
paragraph: Mr. Weaver's Waterbuck, 12st. 8lb. (Jones) 1. Mr. L. Whitehead's Kiwi, 11st. 2lb. 2. Mr. Ashburn's Rangatira 3. Also started: Stepford, Lovelace. Won easily. Time, 3min. 42sec. <box>160 1117 282 1163</box>
paragraph: Mr. A. Williams's Sir Artegal, by Stepniak—Bitternut, 7st. 9lb. 1. Mr. J. Craig's Sea Elf, 7st. 4lb. 2. Mr. Donald M'Leod's Kakama, 7st. 3. Also started: Miss Winnie, Bon Ami, General Soult. Won by half a length. Time, 1min. 16sec. <box>294 788 417 843</box>
paragraph: Eaglestone was first to show out, and led round the top turn, with Genius and Guisshortie. Once in the straight Eaglestone was done with, and Genius took charge, winning very easily by a half length from Guisshortie, who was four lengths in front of Roseini, while Eaglestone was close up. <box>160 354 282 426</box>
section-heading: TAUHERIKIKAU MEETING. <box>570 686 679 715</box>
race-title: EASTER HANDICAP. ONE MILE. <box>563 537 678 547</box>
paragraph: Bearing the tendency of Ad. Wolgast to be cautious at a stage in the proceedings when his opponents were unable to help him in any way, there is a word of credit due to the young fighter, who obtained the light-weight championship of the world, says the "Sporting Times." Wolgast, who is at present looking forward to further matches, should prove a formidable opponent for anyone who meets him. <box>966 895 1088 995</box>
section-rule <box>1003 807 1052 808</box>
sub-heading: KING TRY WINS AGAIN. <box>839 1271 947 1281</box>
race-title: AUTUMN HANDICAP. ONE MILE AND A HALF. <box>294 1296 417 1315</box>
paragraph: Separator, 7st. 1lb. (carried 7st. 10lb.) 1; Midnal 8st. 2lb. 2; Rotorua 7st. 7lb. 3. Also started: Heather, Strathcraig, Sure. Won easily by a length. Time, 1min. 47sec. <box>832 447 954 492</box>
paragraph: The Seer was first away, and just lasted long enough to win by half a head. Obligato was a length and a half away third. Time, 1min. 2sec. <box>160 968 282 1004</box>
dateline: (By Telegraph—Press Association—Copyright.) Randwick, March 28. <box>37 260 137 278</box>
